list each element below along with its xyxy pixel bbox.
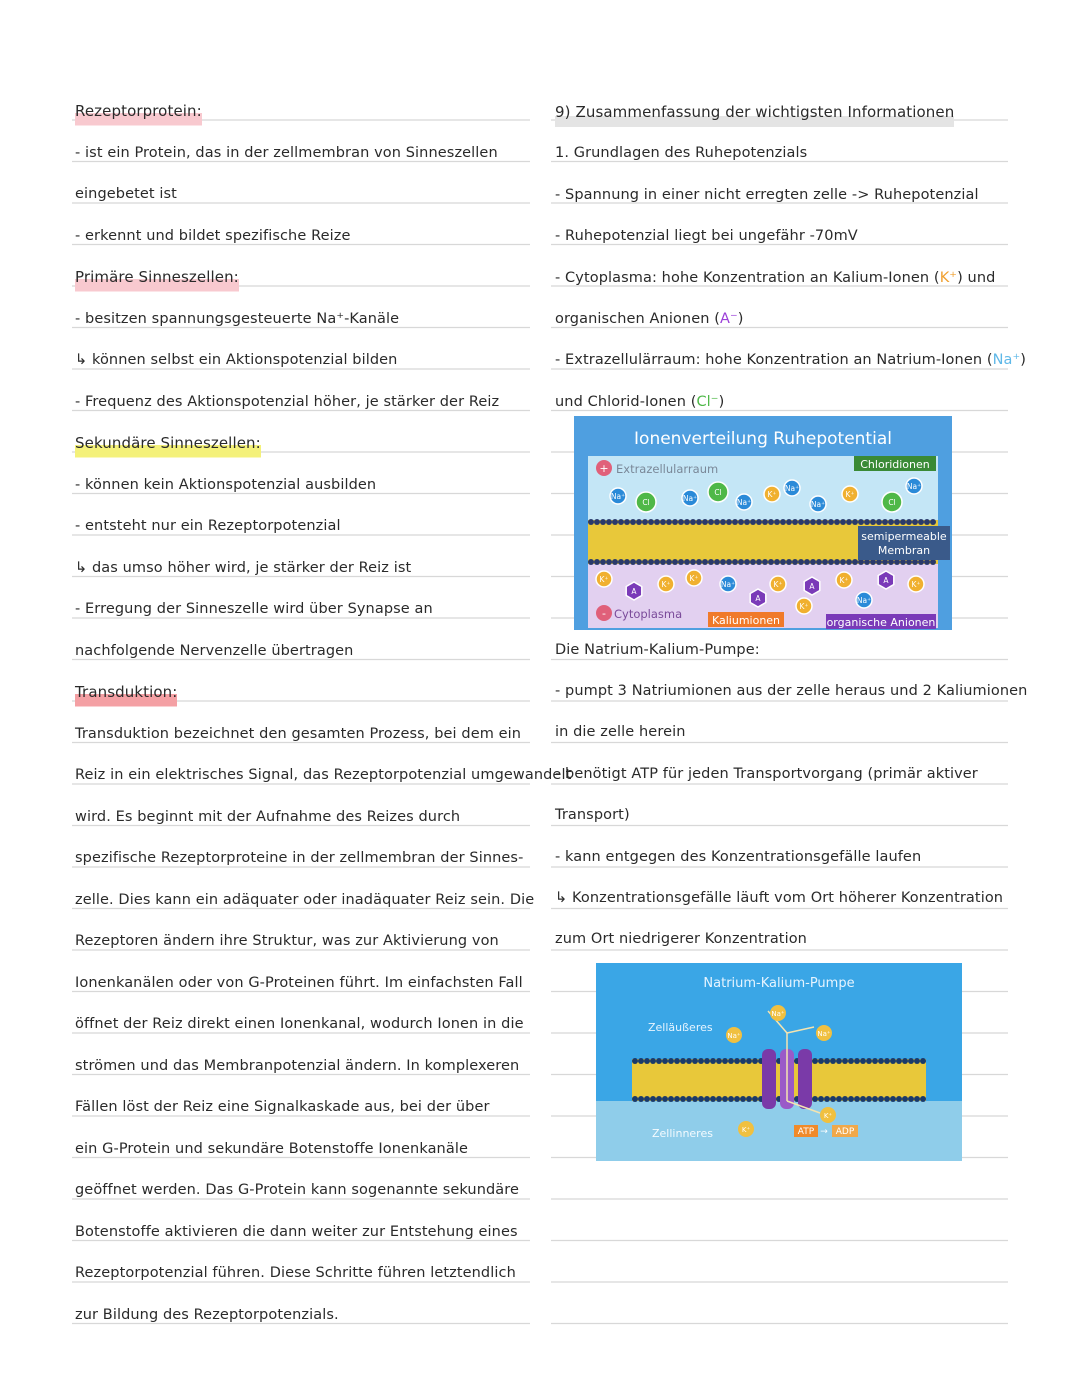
potassium-ion	[738, 1121, 754, 1137]
chloride-label: Chloridionen	[860, 458, 930, 471]
svg-text:Na⁺: Na⁺	[906, 482, 922, 491]
arrow-icon: →	[820, 1127, 828, 1137]
note-line: zur Bildung des Rezeptorpotenzials.	[75, 1306, 339, 1323]
svg-text:Membran: Membran	[877, 544, 931, 557]
sodium-potassium-pump-figure	[596, 963, 962, 1161]
section-heading: Sekundäre Sinneszellen:	[75, 424, 261, 462]
sodium-ion	[726, 1027, 742, 1043]
cell-inside-area	[596, 1101, 962, 1161]
note-line: Fällen löst der Reiz eine Signalkaskade aus, bei der über	[75, 1099, 490, 1115]
note-line: ↳ Konzentrationsgefälle läuft vom Ort höherer Konzentration	[555, 890, 1004, 906]
note-line: - entsteht nur ein Rezeptorpotenzial	[75, 518, 341, 534]
note-line: spezifische Rezeptorproteine in der zellmembran der Sinnes-	[75, 850, 524, 866]
note-line: öffnet der Reiz direkt einen Ionenkanal, wodurch Ionen in die	[75, 1016, 524, 1032]
svg-text:Na⁺: Na⁺	[810, 500, 826, 509]
note-line: zelle. Dies kann ein adäquater oder inadäquater Reiz sein. Die	[75, 891, 535, 908]
note-line: - Spannung in einer nicht erregten zelle -> Ruhepotenzial	[555, 187, 979, 203]
note-line: - ist ein Protein, das in der zellmembran von Sinneszellen	[75, 144, 498, 161]
svg-text:Na⁺: Na⁺	[610, 492, 626, 501]
potassium-ion	[596, 571, 612, 587]
svg-text:A: A	[809, 582, 815, 591]
svg-text:-: -	[602, 607, 606, 620]
section-heading: Primäre Sinneszellen:	[75, 258, 239, 296]
note-line: - benötigt ATP für jeden Transportvorgang (primär aktiver	[555, 766, 978, 782]
svg-text:K⁺: K⁺	[767, 490, 777, 499]
potassium-ion-symbol: K⁺	[939, 270, 958, 286]
note-line: - erkennt und bildet spezifische Reize	[75, 227, 351, 244]
potassium-ion	[764, 486, 780, 502]
note-line: ein G-Protein und sekundäre Botenstoffe Ionenkanäle	[75, 1140, 468, 1157]
anion	[750, 589, 766, 607]
note-line: - kann entgegen des Konzentrationsgefälle laufen	[555, 849, 922, 865]
svg-text:semipermeable: semipermeable	[861, 530, 947, 543]
svg-text:+: +	[599, 462, 609, 475]
potassium-ion	[842, 486, 858, 502]
sodium-ion	[610, 488, 626, 504]
note-line: geöffnet werden. Das G-Protein kann sogenannte sekundäre	[75, 1182, 520, 1198]
pump-heading: Die Natrium-Kalium-Pumpe:	[555, 642, 760, 658]
note-line: Ionenkanälen oder von G-Proteinen führt. Im einfachsten Fall	[75, 974, 523, 991]
svg-text:Cl: Cl	[714, 488, 722, 497]
sodium-ion	[682, 490, 698, 506]
svg-text:Na⁺: Na⁺	[856, 596, 872, 605]
chloride-ion	[882, 492, 902, 512]
svg-text:A: A	[631, 587, 637, 596]
potassium-ion	[658, 576, 674, 592]
svg-text:K⁺: K⁺	[911, 580, 921, 589]
adp-label: ADP	[835, 1127, 855, 1137]
note-line: wird. Es beginnt mit der Aufnahme des Reizes durch	[75, 808, 461, 825]
inside-label: Zellinneres	[652, 1127, 713, 1140]
cytoplasm-label: Cytoplasma	[614, 607, 683, 621]
svg-text:Cl: Cl	[642, 498, 650, 507]
chloride-ion	[636, 492, 656, 512]
note-line: - können kein Aktionspotenzial ausbilden	[75, 476, 377, 493]
note-line: Transduktion bezeichnet den gesamten Prozess, bei dem ein	[75, 725, 522, 742]
note-line: ↳ das umso höher wird, je stärker der Reiz ist	[75, 559, 412, 576]
ion-distribution-figure	[574, 416, 952, 630]
potassium-ion	[796, 598, 812, 614]
outside-label: Zelläußeres	[648, 1021, 713, 1034]
anion	[626, 582, 642, 600]
note-line: Rezeptoren ändern ihre Struktur, was zur Aktivierung von	[75, 933, 499, 949]
sodium-ion	[856, 592, 872, 608]
note-line: - Frequenz des Aktionspotenzial höher, je stärker der Reiz	[75, 393, 500, 410]
svg-text:K⁺: K⁺	[845, 490, 855, 499]
svg-text:K⁺: K⁺	[689, 574, 699, 583]
extracellular-line: - Extrazellulärraum: hohe Konzentration an Natrium-Ionen (Na⁺)	[555, 352, 1027, 368]
note-line: - Ruhepotenzial liegt bei ungefähr -70mV	[555, 228, 858, 244]
extracellular-label: Extrazellularraum	[616, 462, 719, 476]
sodium-ion	[816, 1025, 832, 1041]
svg-text:Cl: Cl	[888, 498, 896, 507]
atp-label: ATP	[797, 1127, 815, 1137]
anion	[878, 571, 894, 589]
svg-text:K⁺: K⁺	[773, 580, 783, 589]
note-line: Rezeptorpotenzial führen. Diese Schritte führen letztendlich	[75, 1265, 516, 1281]
svg-text:K⁺: K⁺	[599, 575, 609, 584]
note-line: zum Ort niedrigerer Konzentration	[555, 931, 807, 947]
svg-text:K⁺: K⁺	[839, 576, 849, 585]
cytoplasm-line: - Cytoplasma: hohe Konzentration an Kalium-Ionen (K⁺) und	[555, 270, 996, 286]
svg-text:Na⁺: Na⁺	[784, 484, 800, 493]
sodium-ion	[906, 478, 922, 494]
potassium-label: Kaliumionen	[711, 614, 781, 627]
potassium-ion	[820, 1107, 836, 1123]
note-line: nachfolgende Nervenzelle übertragen	[75, 642, 354, 659]
sodium-ion	[736, 494, 752, 510]
svg-text:Na⁺: Na⁺	[736, 498, 752, 507]
potassium-ion	[770, 576, 786, 592]
svg-text:K⁺: K⁺	[741, 1126, 751, 1134]
chloride-ion-symbol: Cl⁻	[696, 394, 719, 410]
note-line: ↳ können selbst ein Aktionspotenzial bilden	[75, 352, 398, 368]
svg-text:A: A	[755, 594, 761, 603]
anion	[804, 577, 820, 595]
anion-line: organischen Anionen (A⁻)	[555, 311, 744, 327]
svg-text:Na⁺: Na⁺	[771, 1010, 785, 1018]
note-line: - Erregung der Sinneszelle wird über Synapse an	[75, 601, 433, 617]
figure2-title: Natrium-Kalium-Pumpe	[703, 976, 855, 991]
svg-text:K⁺: K⁺	[823, 1112, 833, 1120]
note-line: eingebetet ist	[75, 186, 177, 202]
section-heading: Transduktion:	[75, 673, 177, 711]
anion-symbol: A⁻	[720, 311, 738, 327]
pump-membrane	[632, 1058, 926, 1102]
note-line: Botenstoffe aktivieren die dann weiter zur Entstehung eines	[75, 1223, 518, 1240]
sodium-ion	[770, 1005, 786, 1021]
svg-text:A: A	[883, 576, 889, 585]
note-line: - besitzen spannungsgesteuerte Na⁺-Kanäle	[75, 310, 400, 327]
sodium-ion	[784, 480, 800, 496]
potassium-ion	[908, 576, 924, 592]
potassium-ion	[836, 572, 852, 588]
svg-text:Na⁺: Na⁺	[682, 494, 698, 503]
svg-text:K⁺: K⁺	[799, 602, 809, 611]
sodium-ion-symbol: Na⁺	[992, 352, 1021, 368]
svg-text:Na⁺: Na⁺	[720, 580, 736, 589]
summary-heading: 9) Zusammenfassung der wichtigsten Informationen	[555, 93, 954, 131]
sodium-ion	[720, 576, 736, 592]
chloride-line: und Chlorid-Ionen (Cl⁻)	[555, 394, 725, 410]
figure1-title: Ionenverteilung Ruhepotential	[634, 429, 892, 449]
section-heading: Rezeptorprotein:	[75, 92, 202, 130]
chloride-ion	[708, 482, 728, 502]
svg-text:Na⁺: Na⁺	[817, 1030, 831, 1038]
svg-text:Na⁺: Na⁺	[727, 1032, 741, 1040]
note-line: in die zelle herein	[555, 724, 686, 740]
potassium-ion	[686, 570, 702, 586]
sodium-ion	[810, 496, 826, 512]
svg-text:K⁺: K⁺	[661, 580, 671, 589]
note-line: Transport)	[555, 807, 630, 823]
note-line: 1. Grundlagen des Ruhepotenzials	[555, 145, 808, 161]
anion-label: organische Anionen	[826, 616, 936, 629]
note-line: strömen und das Membranpotenzial ändern. In komplexeren	[75, 1057, 520, 1074]
note-line: - pumpt 3 Natriumionen aus der zelle heraus und 2 Kaliumionen	[555, 683, 1028, 699]
note-line: Reiz in ein elektrisches Signal, das Rezeptorpotenzial umgewandelt	[75, 767, 572, 783]
